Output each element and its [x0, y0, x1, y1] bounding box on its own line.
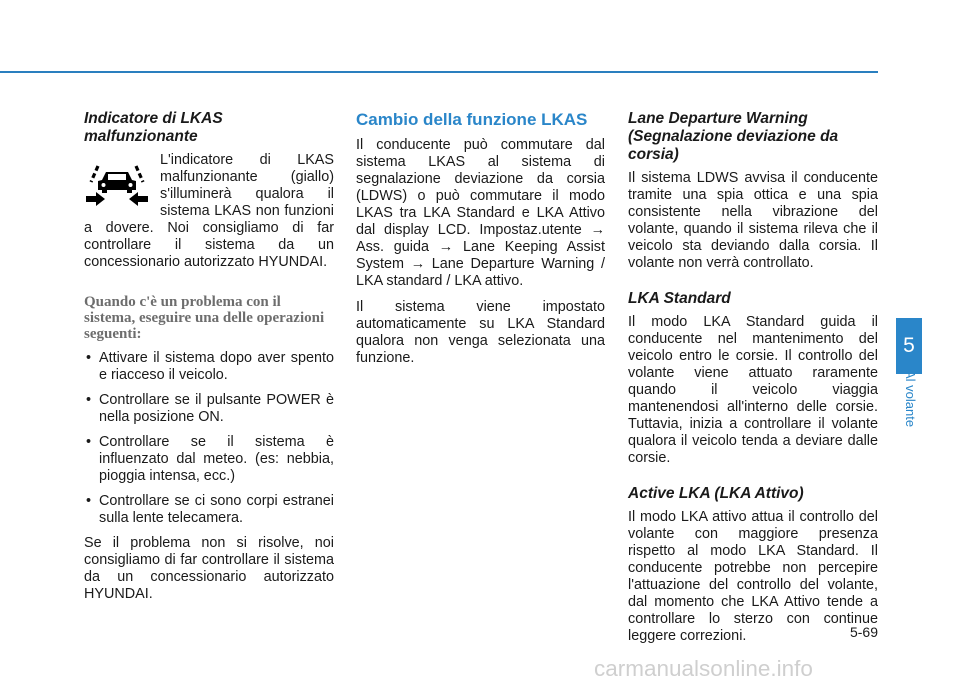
lka-standard-paragraph: Il modo LKA Standard guida il conducente nel mantenimento del veicolo entro le corsie. Il controllo del volante viene attuato raramente quando il veicolo viaggia mantenendosi all'interno delle corsie. Tuttavia, inizia a controllare il volante qualora il veicolo tenda a deviare dalle corsie. — [628, 314, 878, 466]
indicator-block — [84, 152, 334, 271]
indicator-text: L'indicatore di LKAS malfunzionante (giallo) s'illuminerà qualora il sistema LKAS non funzioni a dovere. Noi consigliamo di far controllare il sistema da un concessionario autorizzato HYUNDAI. — [84, 152, 334, 270]
active-lka-paragraph: Il modo LKA attivo attua il controllo del volante con maggiore presenza rispetto al modo LKA Standard. Il conducente potrebbe non percepire l'attuazione del controllo del volante, dal momento che LKA Attivo tende a controllare lo sterzo con continue leggere correzioni. — [628, 509, 878, 644]
column-middle — [356, 110, 605, 367]
header-rule — [0, 71, 878, 73]
lkas-function-change-heading: Cambio della funzione LKAS — [356, 110, 588, 129]
list-item: • Controllare se il sistema è influenzato dal meteo. (es: nebbia, pioggia intensa, ecc.) — [84, 434, 334, 485]
closing-paragraph: Se il problema non si risolve, noi consigliamo di far controllare il sistema da un concessionario autorizzato HYUNDAI. — [84, 535, 334, 602]
column-left — [84, 110, 334, 603]
problem-subheading: Quando c'è un problema con il sistema, eseguire una delle operazioni seguenti: — [84, 294, 325, 342]
column-right — [628, 110, 878, 645]
chapter-label: Al volante — [903, 370, 918, 428]
list-item: • Controllare se ci sono corpi estranei sulla lente telecamera. — [84, 493, 334, 527]
ldws-heading: Lane Departure Warning (Segnalazione deviazione da corsia) — [628, 110, 839, 163]
page-number: 5-69 — [849, 624, 878, 640]
lka-standard-heading: LKA Standard — [628, 290, 731, 307]
list-item: • Attivare il sistema dopo aver spento e riacceso il veicolo. — [84, 350, 334, 384]
default-setting-paragraph: Il sistema viene impostato automaticamente su LKA Standard qualora non venga selezionata una funzione. — [356, 299, 605, 366]
ldws-paragraph: Il sistema LDWS avvisa il conducente tramite una spia ottica e una spia consistente nella vibrazione del volante, quando il sistema rileva che il veicolo sta deviando dalla corsia. Il volante non verrà controllato. — [628, 170, 878, 271]
active-lka-heading: Active LKA (LKA Attivo) — [628, 485, 804, 502]
chapter-number: 5 — [903, 334, 915, 357]
chapter-tab — [896, 318, 922, 374]
function-change-paragraph: Il conducente può commutare dal sistema LKAS al sistema di segnalazione deviazione da corsia (LDWS) o può commutare il modo LKAS tra LKA Standard e LKA Attivo dal display LCD. Impostaz.utente → Ass. guida → Lane Keeping Assist System → Lane Departure Warning / LKA standard / LKA attivo. — [356, 137, 605, 289]
lkas-malfunction-heading: Indicatore di LKAS malfunzionante — [84, 110, 223, 145]
list-item: • Controllare se il pulsante POWER è nella posizione ON. — [84, 392, 334, 426]
troubleshoot-list — [84, 350, 334, 527]
lka-malfunction-indicator-icon — [84, 160, 150, 212]
watermark: carmanualsonline.info — [594, 656, 813, 681]
